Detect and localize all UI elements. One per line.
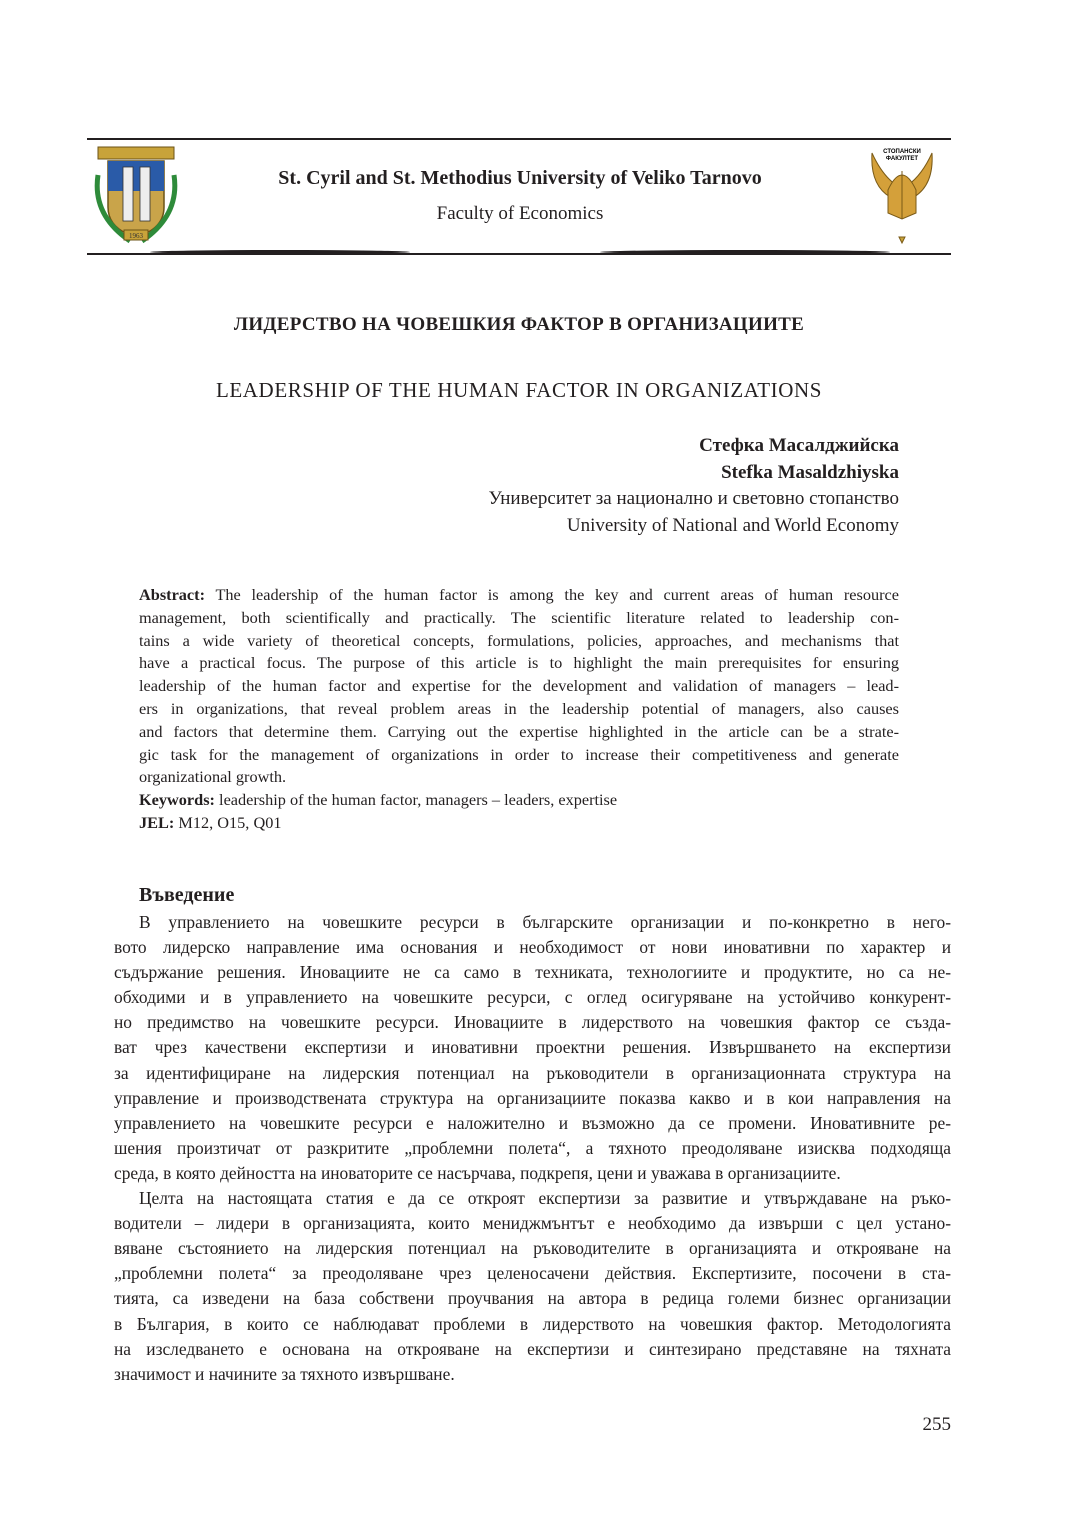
paragraph-line: за идентифициране на лидерския потенциал на ръководители в организационната структура на xyxy=(114,1062,951,1083)
jel-label: JEL: xyxy=(139,812,175,832)
paragraph-line: съдържание решения. Иновациите не са само в техниката, технологиите и продуктите, но са не- xyxy=(114,962,951,983)
keywords-value: leadership of the human factor, managers – leaders, expertise xyxy=(214,790,618,810)
paragraph-line: но предимство на човешките ресурси. Иновациите в лидерството на човешкия фактор се създа- xyxy=(114,1012,951,1033)
paragraph-line: вото лидерско направление има основания и необходимост от нови иновативни по характер и xyxy=(114,937,951,958)
body-text xyxy=(114,910,951,1387)
abstract-line: ers in organizations, that reveal problem areas in the leadership potential of managers, also causes xyxy=(139,698,899,718)
paragraph-line: на изследването е основана на открояване на експертизи и синтезирано представяне на тяхната xyxy=(114,1338,951,1359)
abstract-line: have a practical focus. The purpose of this article is to highlight the main prerequisites for ensuring xyxy=(139,653,899,673)
logo-year: 1963 xyxy=(129,232,143,240)
paragraph-line: в България, в които се наблюдават проблеми в лидерството на човешкия фактор. Методологията xyxy=(114,1313,951,1334)
logo-text-1: СТОПАНСКИ xyxy=(883,149,921,155)
affiliation-en: University of National and World Economy xyxy=(566,515,899,537)
paragraph-line: значимост и начините за тяхното извършване. xyxy=(114,1363,455,1384)
abstract-line: tains a wide variety of theoretical concepts, formulations, policies, approaches, and mechanisms that xyxy=(139,630,899,650)
paragraph-line: тията, са изведени на база собствени проучвания на автора в редица големи бизнес организации xyxy=(114,1288,951,1309)
abstract xyxy=(139,584,899,835)
abstract-label: Abstract: xyxy=(139,585,206,604)
keywords xyxy=(139,789,899,812)
jel-value: M12, O15, Q01 xyxy=(174,812,282,832)
header-bottom-rule xyxy=(87,253,951,255)
author-block xyxy=(488,433,899,540)
paragraph-line: управление и производствената структура на организациите показва какво и в кои направления на xyxy=(114,1087,951,1108)
paragraph-line: среда, в която дейността на иноваторите се насърчава, подкрепя, цени и уважава в организациите. xyxy=(114,1162,841,1183)
section-heading: Въведение xyxy=(139,884,235,906)
jel-codes xyxy=(139,812,899,835)
article-title-en: LEADERSHIP OF THE HUMAN FACTOR IN ORGANIZATIONS xyxy=(215,378,823,402)
author-name-bg: Стефка Масалджийска xyxy=(699,435,899,456)
abstract-line: Abstract: The leadership of the human factor is among the key and current areas of human resource xyxy=(139,585,899,604)
paragraph-line: шения произтичат от разкритите „проблемни полета“, а тяхното преодоляване изисква подходяща xyxy=(114,1137,951,1158)
paragraph-line: „проблемни полета“ за преодоляване чрез целеносачени действия. Експертизите, посочени в ста- xyxy=(114,1263,951,1284)
paragraph-line: водители – лидери в организацията, които мениджмънтът е необходимо да извърши с цел устано- xyxy=(114,1213,951,1234)
paragraph-line: Целта на настоящата статия е да се откроят експертизи за развитие и утвърждаване на ръко- xyxy=(139,1188,951,1209)
university-logo xyxy=(90,145,182,245)
paragraph-line: обходими и в управлението на човешките ресурси, с оглед осигуряване на устойчиво конкурент- xyxy=(114,987,951,1008)
paragraph-line: управлението на човешките ресурси е наложително и възможно да се промени. Иновативните ре- xyxy=(114,1112,951,1133)
abstract-line: leadership of the human factor and expertise for the development and validation of managers – lead- xyxy=(139,676,899,696)
affiliation-bg: Университет за национално и световно стопанство xyxy=(488,488,899,510)
paragraph-line: ват чрез качествени експертизи и иновативни проектни решения. Извършването на експертизи xyxy=(114,1037,951,1058)
author-name-en: Stefka Masaldzhiyska xyxy=(721,461,899,483)
abstract-line: management, both scientifically and practically. The scientific literature related to leadership con- xyxy=(139,607,899,627)
header-top-rule xyxy=(87,138,951,140)
article-title-bg: ЛИДЕРСТВО НА ЧОВЕШКИЯ ФАКТОР В ОРГАНИЗАЦИИТЕ xyxy=(233,314,805,335)
logo-text-2: ФАКУЛТЕТ xyxy=(885,156,919,162)
page-number: 255 xyxy=(922,1414,951,1435)
keywords-label: Keywords: xyxy=(139,790,215,810)
faculty-name: Faculty of Economics xyxy=(436,203,604,224)
abstract-line: organizational growth. xyxy=(139,767,287,787)
abstract-line: and factors that determine them. Carrying out the expertise highlighted in the article can be a strate- xyxy=(139,721,899,741)
abstract-line: gic task for the management of organizations in order to increase their competitiveness and generate xyxy=(139,744,899,764)
university-name: St. Cyril and St. Methodius University of Veliko Tarnovo xyxy=(278,167,762,189)
faculty-logo xyxy=(866,145,938,250)
paragraph-line: В управлението на човешките ресурси в българските организации и по-конкретно в него- xyxy=(139,912,951,932)
paragraph-line: вяване състоянието на лидерския потенциал на ръководителите в организацията и открояване на xyxy=(114,1238,951,1259)
